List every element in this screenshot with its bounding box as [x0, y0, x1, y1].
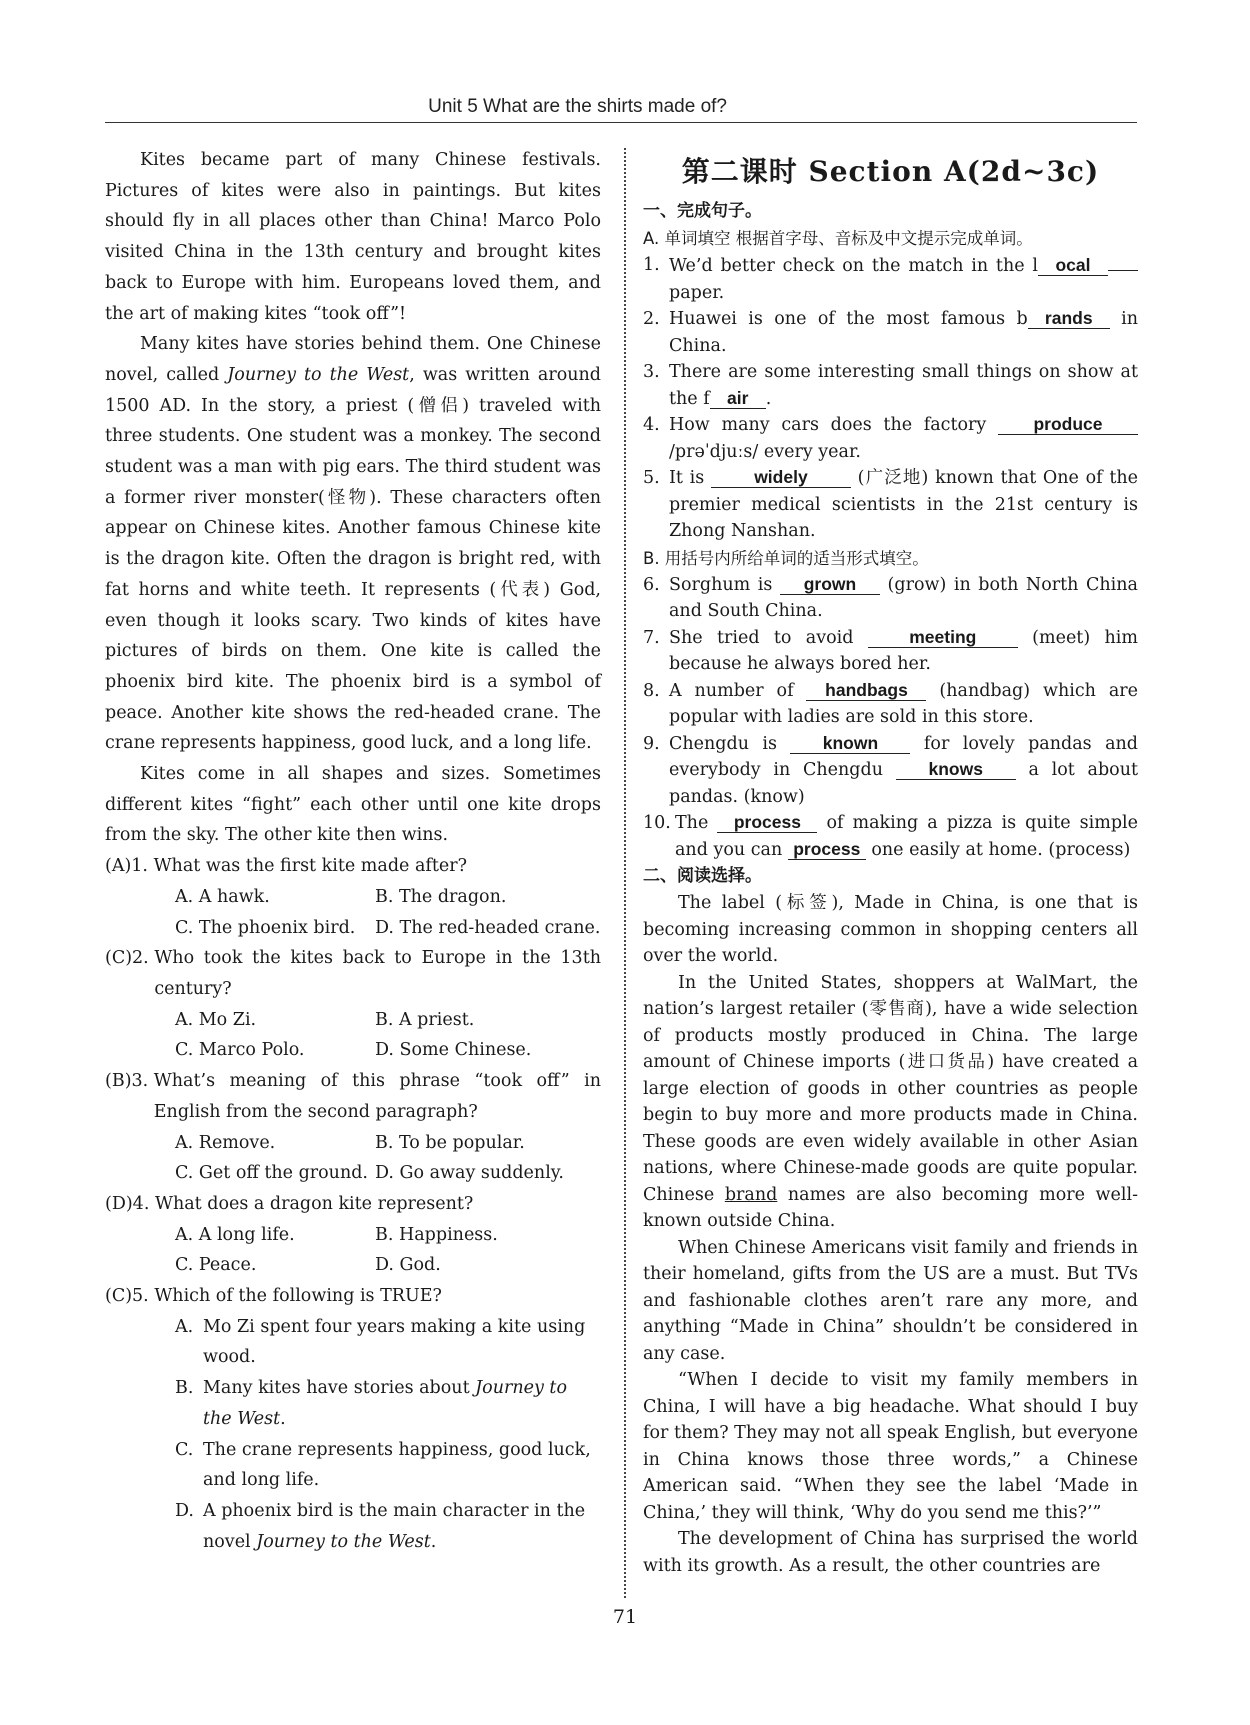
- option: A. Remove.: [175, 1132, 276, 1153]
- question-stem: What does a dragon kite represent?: [154, 1193, 474, 1214]
- passage-paragraph-2: Many kites have stories behind them. One Chinese novel, called Journey to the West, was written around 1500 AD. In the story, a priest (僧侣) traveled with three students. One student was a monkey. The second student was a man with pig ears. The third student was a former river monster(怪物). These characters often appear on Chinese kites. Another famous Chinese kite is the dragon kite. Often the dragon is bright red, with fat horns and white teeth. It represents (代表) God, even though it looks scary. Two kinds of kites have pictures of birds on them. One kite is called the phoenix bird kite. The phoenix bird is a symbol of peace. Another kite shows the red-headed crane. The crane represents happiness, good luck, and a long life.: [105, 334, 601, 754]
- column-divider: [624, 148, 626, 1598]
- question-5: [105, 1281, 601, 1557]
- exercise-item: 5. It is widely (广泛地) known that One of the premier medical scientists in the 21st century is Zhong Nanshan.: [643, 467, 1138, 541]
- question-stem: What was the first kite made after?: [153, 856, 467, 877]
- answer-blank: produce: [998, 414, 1138, 435]
- answer-mark: (B)3.: [105, 1071, 154, 1092]
- answer-mark: (C)2.: [105, 948, 155, 969]
- option: C. The crane represents happiness, good luck, and long life.: [175, 1439, 591, 1491]
- option: B. Happiness.: [375, 1224, 498, 1245]
- exercise-item: 6. Sorghum is grown (grow) in both North China and South China.: [643, 573, 1138, 621]
- option: D. Go away suddenly.: [375, 1163, 564, 1184]
- question-stem: Who took the kites back to Europe in the 13th century?: [154, 948, 601, 999]
- question-2: [105, 943, 601, 1066]
- option: D. God.: [375, 1255, 441, 1276]
- answer-blank: handbags: [806, 680, 926, 701]
- option: B. The dragon.: [375, 886, 507, 907]
- question-stem: What’s meaning of this phrase “took off” in English from the second paragraph?: [153, 1071, 601, 1122]
- option: B. Many kites have stories about Journey to the West.: [175, 1378, 568, 1429]
- option: C. Peace.: [175, 1255, 257, 1276]
- question-3: [105, 1066, 601, 1189]
- answer-mark: (A)1.: [105, 856, 154, 877]
- option: D. Some Chinese.: [375, 1040, 532, 1061]
- exercise-item: 3. There are some interesting small things on show at the f air .: [643, 362, 1138, 409]
- page-number: 71: [612, 1606, 638, 1628]
- answer-blank: process: [717, 812, 817, 833]
- exercise-item: 7. She tried to avoid meeting (meet) him because he always bored her.: [643, 626, 1138, 674]
- subsection-b-heading: B. 用括号内所给单词的适当形式填空。: [643, 548, 929, 568]
- unit-title: Unit 5 What are the shirts made of?: [428, 96, 727, 117]
- right-column: [643, 152, 1138, 1579]
- section-heading-1: 一、完成句子。: [643, 201, 762, 221]
- answer-blank: widely: [711, 467, 851, 488]
- option: C. The phoenix bird.: [175, 917, 356, 938]
- option: A. A long life.: [175, 1224, 295, 1245]
- left-column: [105, 145, 601, 1557]
- answer-blank: process: [788, 839, 866, 860]
- reading-paragraph: In the United States, shoppers at WalMart, the nation’s largest retailer (零售商), have a wide selection of products mostly produced in China. The large amount of Chinese imports (进口货品) have created a large election of goods in other countries as people begin to buy more and more products made in China. These goods are even widely available in other Asian nations, where Chinese-made goods are quite popular. Chinese brand names are also becoming more well-known outside China.: [643, 972, 1138, 1231]
- reading-passage: [643, 890, 1138, 1579]
- reading-paragraph: When Chinese Americans visit family and friends in their homeland, gifts from the US are a must. But TVs and fashionable clothes aren’t rare any more, and anything “Made in China” shouldn’t be considered in any case.: [643, 1237, 1138, 1364]
- lesson-title: 第二课时 Section A(2d~3c): [681, 155, 1100, 188]
- answer-blank: knows: [896, 759, 1016, 780]
- answer-blank: ocal: [1038, 255, 1108, 276]
- option: C. Marco Polo.: [175, 1040, 305, 1061]
- answer-blank: known: [790, 733, 910, 754]
- question-stem: Which of the following is TRUE?: [154, 1286, 442, 1307]
- exercise-item: 4. How many cars does the factory produce /prəˈdjuːs/ every year.: [643, 412, 1138, 465]
- section-heading-2: 二、阅读选择。: [643, 866, 762, 886]
- reading-paragraph: The label (标签), Made in China, is one that is becoming increasing common in shopping centers all over the world.: [643, 893, 1138, 966]
- option: D. A phoenix bird is the main character in the novel Journey to the West.: [175, 1500, 586, 1552]
- question-4: [105, 1189, 601, 1281]
- question-1: [105, 851, 601, 943]
- option: B. To be popular.: [375, 1132, 525, 1153]
- option: D. The red-headed crane.: [375, 917, 601, 938]
- exercise-item: 9. Chengdu is known for lovely pandas and everybody in Chengdu knows a lot about pandas. (know): [643, 732, 1138, 807]
- exercise-item: 8. A number of handbags (handbag) which are popular with ladies are sold in this store.: [643, 679, 1138, 727]
- exercise-item: 2. Huawei is one of the most famous b rands in China.: [643, 308, 1138, 356]
- page-header: [105, 96, 1137, 123]
- option: B. A priest.: [375, 1009, 475, 1030]
- exercise-item: 10. The process of making a pizza is quite simple and you can process one easily at home. (process): [643, 812, 1138, 860]
- answer-mark: (C)5.: [105, 1286, 155, 1307]
- answer-blank: rands: [1028, 308, 1110, 329]
- option: A. Mo Zi spent four years making a kite using wood.: [175, 1316, 586, 1368]
- underlined-word: brand: [724, 1184, 778, 1205]
- passage-paragraph-1: Kites became part of many Chinese festivals. Pictures of kites were also in paintings. But kites should fly in all places other than China! Marco Polo visited China in the 13th century and brought kites back to Europe with him. Europeans loved them, and the art of making kites “took off”!: [105, 150, 601, 324]
- option: A. Mo Zi.: [175, 1009, 257, 1030]
- option: C. Get off the ground.: [175, 1163, 368, 1184]
- option: A. A hawk.: [175, 886, 270, 907]
- answer-blank: air: [710, 388, 766, 409]
- answer-blank: grown: [780, 574, 880, 595]
- reading-paragraph: The development of China has surprised the world with its growth. As a result, the other countries are: [643, 1529, 1138, 1576]
- answer-blank: meeting: [868, 627, 1018, 648]
- answer-mark: (D)4.: [105, 1193, 155, 1214]
- exercise-item: 1. We’d better check on the match in the l ocal paper.: [643, 252, 1138, 306]
- subsection-a-heading: A. 单词填空 根据首字母、音标及中文提示完成单词。: [643, 229, 1033, 248]
- passage-paragraph-3: Kites come in all shapes and sizes. Sometimes different kites “fight” each other until one kite drops from the sky. The other kite then wins.: [105, 764, 601, 846]
- reading-paragraph: “When I decide to visit my family members in China, I will have a big headache. What should I buy for them? They may not all speak English, but everyone in China knows those three words,” a Chinese American said. “When they see the label ‘Made in China,’ they will think, ‘Why do you send me this?’”: [643, 1370, 1138, 1523]
- novel-title: Journey to the West: [227, 364, 410, 385]
